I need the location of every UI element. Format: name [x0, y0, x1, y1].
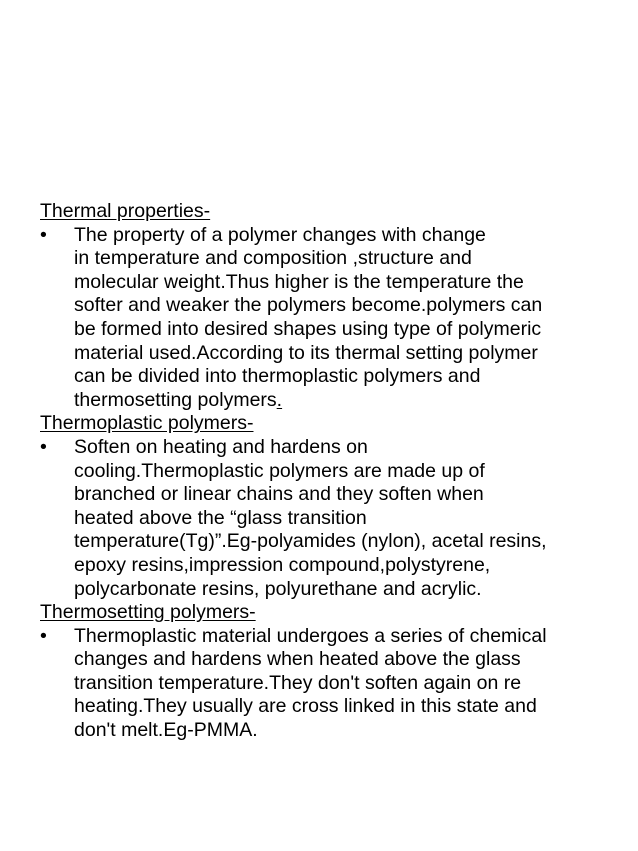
text-line-last: [74, 389, 608, 413]
text-line: Thermoplastic material undergoes a series of chemical: [74, 624, 547, 647]
bullet-icon: •: [40, 624, 47, 647]
text-line: heated above the “glass transition: [74, 506, 367, 529]
slide-content: [40, 200, 608, 743]
text-line: material used.According to its thermal setting polymer: [74, 341, 538, 364]
bullet-icon: •: [40, 223, 47, 246]
text-line: branched or linear chains and they soften when: [74, 483, 484, 506]
section-thermal-properties: [40, 200, 608, 412]
section-heading: Thermoplastic polymers-: [40, 412, 254, 435]
text-line: can be divided into thermoplastic polymers and: [74, 365, 481, 388]
text-line: Soften on heating and hardens on: [74, 435, 368, 458]
text-line: epoxy resins,impression compound,polystyrene,: [74, 553, 491, 576]
text-line: molecular weight.Thus higher is the temperature the: [74, 270, 524, 293]
text-line: changes and hardens when heated above the glass: [74, 648, 521, 671]
text-line: be formed into desired shapes using type of polymeric: [74, 317, 542, 340]
text-line: polycarbonate resins, polyurethane and acrylic.: [74, 577, 482, 600]
text-line: softer and weaker the polymers become.polymers can: [74, 294, 543, 317]
bullet-item: [40, 436, 608, 601]
section-thermosetting-polymers: [40, 601, 608, 743]
text-line: temperature(Tg)”.Eg-polyamides (nylon), acetal resins,: [74, 530, 547, 553]
section-thermoplastic-polymers: [40, 412, 608, 601]
text-line: transition temperature.They don't soften again on re: [74, 671, 522, 694]
text-line: The property of a polymer changes with change: [74, 223, 486, 246]
text-line: heating.They usually are cross linked in this state and: [74, 695, 537, 718]
text-line: don't melt.Eg-PMMA.: [74, 719, 258, 742]
text-line: cooling.Thermoplastic polymers are made up of: [74, 459, 485, 482]
bullet-item: [40, 224, 608, 413]
section-heading: Thermal properties-: [40, 200, 211, 222]
bullet-item: [40, 625, 608, 743]
underlined-period: .: [276, 388, 283, 411]
section-heading: Thermosetting polymers-: [40, 601, 256, 624]
text-line: in temperature and composition ,structure and: [74, 247, 472, 270]
bullet-icon: •: [40, 435, 47, 458]
text-fragment: thermosetting polymers: [74, 388, 277, 411]
